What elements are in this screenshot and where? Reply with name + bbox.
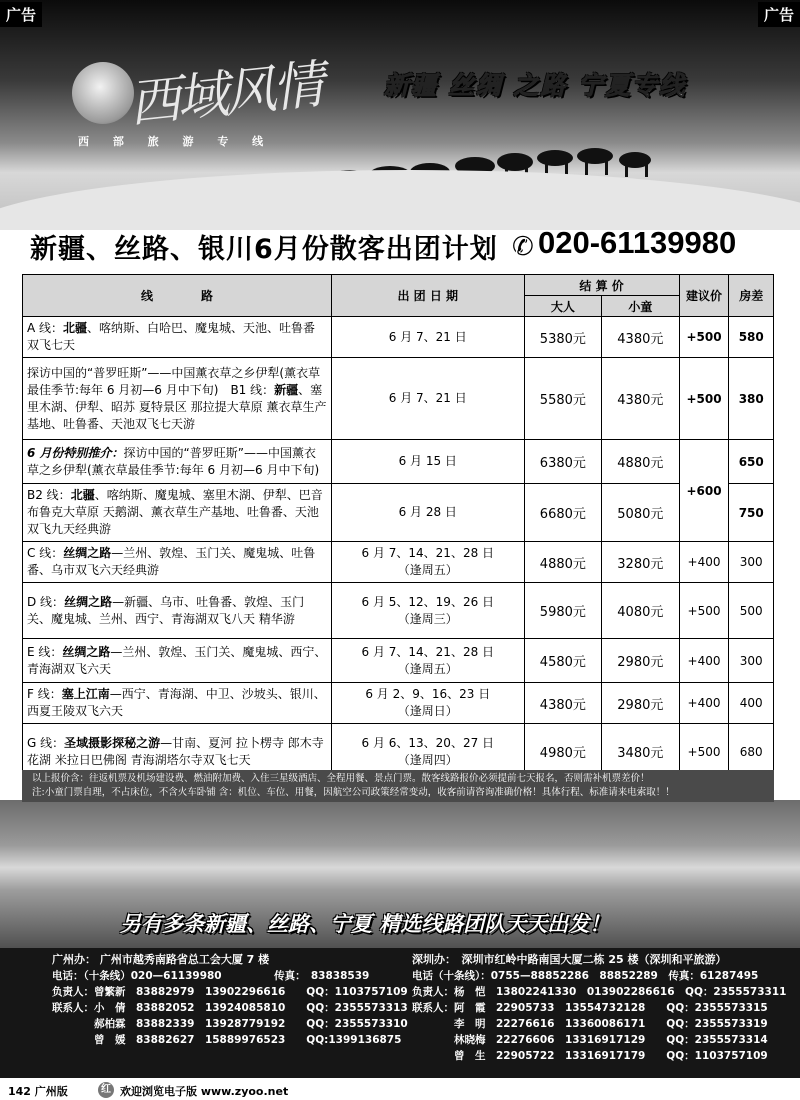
- brand-subtitle: 西 部 旅 游 专 线: [78, 135, 274, 148]
- room-diff: 580: [729, 317, 774, 358]
- adult-price: 4580元: [524, 639, 601, 683]
- suggest-price: +400: [679, 683, 729, 724]
- date-cell: 6 月 2、9、16、23 日 （逢周日）: [331, 683, 524, 724]
- date-cell: 6 月 7、14、21、28 日 （逢周五）: [331, 639, 524, 683]
- suggest-price: +400: [679, 639, 729, 683]
- table-row: [23, 440, 774, 484]
- note-line: 注:小童门票自理，不占床位，不含火车卧铺 含：机位、车位、用餐，因航空公司政策经常变动，收客前请咨询准确价格！具体行程、标准请来电索取！！: [32, 787, 675, 798]
- child-price: 3480元: [602, 724, 679, 780]
- route-cell: C 线：丝绸之路—兰州、敦煌、玉门关、魔鬼城、吐鲁番、乌市双飞六天经典游: [23, 542, 332, 583]
- adult-price: 4980元: [524, 724, 601, 780]
- price-notes: [22, 770, 774, 802]
- office-line: 负责人：曾繁新 83882979 13902296616 QQ：1103757109: [52, 986, 408, 998]
- tagline: 另有多条新疆、丝路、宁夏 精选线路团队天天出发！: [120, 912, 611, 936]
- table-row: [23, 358, 774, 440]
- date-cell: 6 月 28 日: [331, 484, 524, 542]
- ad-label-left: 广告: [0, 2, 42, 27]
- date-cell: 6 月 7、14、21、28 日 （逢周五）: [331, 542, 524, 583]
- website-link[interactable]: 欢迎浏览电子版 www.zyoo.net: [120, 1085, 289, 1098]
- route-cell: 探访中国的“普罗旺斯”——中国薰衣草之乡伊犁(薰衣草最佳季节:每年 6 月初—6 月中下旬) B1 线：新疆、塞里木湖、伊犁、昭苏 夏特景区 那拉提大草原 薰衣草生产基地、吐鲁番、天池双飞七天游: [23, 358, 332, 440]
- header-adult: 大人: [524, 296, 601, 317]
- room-diff: 680: [729, 724, 774, 780]
- hotline-phone: [512, 225, 736, 261]
- date-cell: 6 月 5、12、19、26 日 （逢周三）: [331, 583, 524, 639]
- office-line: 李 明 22276616 13360086171 QQ：2355573319: [412, 1018, 768, 1030]
- adult-price: 6380元: [524, 440, 601, 484]
- office-line: 郝柏霖 83882339 13928779192 QQ：2355573310: [52, 1018, 408, 1030]
- table-row: [23, 484, 774, 542]
- office-line: 曾 生 22905722 13316917179 QQ：1103757109: [412, 1050, 768, 1062]
- office-contacts: [0, 948, 800, 1078]
- adult-price: 5580元: [524, 358, 601, 440]
- office-line: 负责人：杨 恺 13802241330 013902286616 QQ：2355573311: [412, 986, 787, 998]
- table-row: [23, 639, 774, 683]
- table-row: [23, 683, 774, 724]
- office-line: 电话（十条线）：0755—88852286 88852289 传真：61287495: [412, 970, 759, 982]
- room-diff: 400: [729, 683, 774, 724]
- suggest-price: +500: [679, 583, 729, 639]
- office-line: 深圳办： 深圳市红岭中路南国大厦二栋 25 楼（深圳和平旅游）: [412, 953, 727, 966]
- adult-price: 4880元: [524, 542, 601, 583]
- table-row: [23, 583, 774, 639]
- route-cell: E 线：丝绸之路—兰州、敦煌、玉门关、魔鬼城、西宁、青海湖双飞六天: [23, 639, 332, 683]
- publisher-logo-icon: 红: [98, 1082, 114, 1098]
- route-cell: G 线：圣域摄影探秘之游—甘南、夏河 拉卜楞寺 郎木寺 花湖 米拉日巴佛阁 青海湖塔尔寺双飞七天: [23, 724, 332, 780]
- phone-icon: ✆: [512, 232, 534, 262]
- suggest-price: +500: [679, 724, 729, 780]
- hotline-number: 020-61139980: [538, 225, 737, 260]
- route-cell: A 线：北疆、喀纳斯、白哈巴、魔鬼城、天池、吐鲁番双飞七天: [23, 317, 332, 358]
- header-price: 结 算 价: [524, 275, 679, 296]
- date-cell: 6 月 7、21 日: [331, 358, 524, 440]
- page-title: 新疆、丝路、银川6月份散客出团计划: [30, 234, 498, 265]
- child-price: 5080元: [602, 484, 679, 542]
- room-diff: 500: [729, 583, 774, 639]
- adult-price: 5980元: [524, 583, 601, 639]
- suggest-price: +500: [679, 317, 729, 358]
- header-room: 房差: [729, 275, 774, 317]
- room-diff: 380: [729, 358, 774, 440]
- note-line: 以上报价含：往返机票及机场建设费、燃油附加费、入住三星级酒店、全程用餐、景点门票。散客线路报价必须提前七天报名，否则需补机票差价！: [32, 773, 650, 784]
- shenzhen-office: [412, 952, 797, 1064]
- date-cell: 6 月 6、13、20、27 日 （逢周四）: [331, 724, 524, 780]
- child-price: 4380元: [602, 358, 679, 440]
- office-line: 联系人：小 倩 83882052 13924085810 QQ：2355573313: [52, 1002, 408, 1014]
- child-price: 4080元: [602, 583, 679, 639]
- route-banner: 新疆 丝绸 之路 宁夏专线: [384, 71, 687, 100]
- child-price: 4880元: [602, 440, 679, 484]
- brand-logo-text: 西域风情: [125, 55, 324, 135]
- room-diff: 300: [729, 542, 774, 583]
- suggest-price: +500: [679, 358, 729, 440]
- child-price: 3280元: [602, 542, 679, 583]
- room-diff: 750: [729, 484, 774, 542]
- office-line: 广州办： 广州市越秀南路省总工会大厦 7 楼: [52, 953, 270, 966]
- child-price: 2980元: [602, 683, 679, 724]
- date-cell: 6 月 7、21 日: [331, 317, 524, 358]
- child-price: 4380元: [602, 317, 679, 358]
- ad-label-right: 广告: [758, 2, 800, 27]
- route-cell: D 线：丝绸之路—新疆、乌市、吐鲁番、敦煌、玉门关、魔鬼城、兰州、西宁、青海湖双飞八天 精华游: [23, 583, 332, 639]
- office-line: 林晓梅 22276606 13316917129 QQ：2355573314: [412, 1034, 768, 1046]
- adult-price: 5380元: [524, 317, 601, 358]
- route-cell: F 线：塞上江南—西宁、青海湖、中卫、沙坡头、银川、西夏王陵双飞六天: [23, 683, 332, 724]
- table-row: [23, 542, 774, 583]
- table-row: [23, 317, 774, 358]
- header-photo: [0, 0, 800, 230]
- tour-price-table: [22, 274, 774, 780]
- header-dates: 出 团 日 期: [331, 275, 524, 317]
- route-cell: B2 线：北疆、喀纳斯、魔鬼城、塞里木湖、伊犁、巴音布鲁克大草原 天鹅湖、薰衣草生产基地、吐鲁番、天池双飞九天经典游: [23, 484, 332, 542]
- office-line: 联系人：阿 霞 22905733 13554732128 QQ：2355573315: [412, 1002, 768, 1014]
- room-diff: 300: [729, 639, 774, 683]
- table-header-row: [23, 275, 774, 296]
- adult-price: 4380元: [524, 683, 601, 724]
- header-child: 小童: [602, 296, 679, 317]
- page-footer: [0, 1080, 800, 1100]
- guangzhou-office: [52, 952, 408, 1048]
- header-route: 线 路: [23, 275, 332, 317]
- room-diff: 650: [729, 440, 774, 484]
- office-line: 电话：（十条线）020—61139980 传真： 83838539: [52, 970, 370, 982]
- child-price: 2980元: [602, 639, 679, 683]
- header-suggest: 建议价: [679, 275, 729, 317]
- page-number: 142 广州版: [8, 1085, 68, 1098]
- route-cell: 6 月份特别推介：探访中国的“普罗旺斯”——中国薰衣草之乡伊犁(薰衣草最佳季节:每年 6 月初—6 月中下旬): [23, 440, 332, 484]
- office-line: 曾 媛 83882627 15889976523 QQ:1399136875: [52, 1034, 402, 1046]
- suggest-price: +400: [679, 542, 729, 583]
- date-cell: 6 月 15 日: [331, 440, 524, 484]
- suggest-price: +600: [679, 440, 729, 542]
- adult-price: 6680元: [524, 484, 601, 542]
